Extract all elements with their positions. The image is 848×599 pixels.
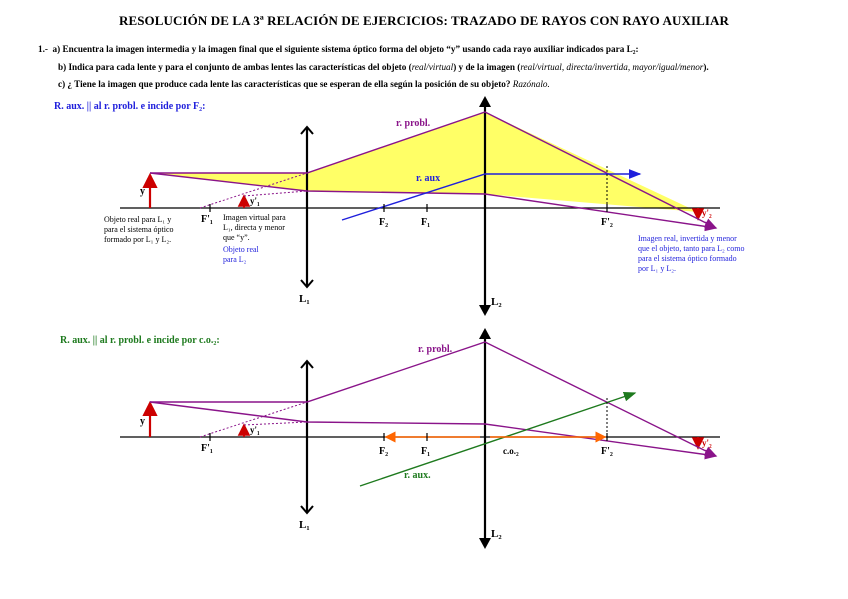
label-f2: F₂ bbox=[379, 217, 389, 228]
note-object-line: Objeto real para L₁ y bbox=[104, 215, 172, 224]
virtual-ray-2 bbox=[244, 422, 307, 425]
note-image1-line: Imagen virtual para bbox=[223, 213, 286, 222]
lens-l2-bottom-icon bbox=[479, 538, 491, 549]
page-title: RESOLUCIÓN DE LA 3ª RELACIÓN DE EJERCICIOS: TRAZADO DE RAYOS CON RAYO AUXILIAR bbox=[118, 13, 730, 28]
object-label: y bbox=[140, 416, 145, 427]
problem-ray-1 bbox=[150, 342, 716, 456]
lens-l1-label: L₁ bbox=[299, 293, 310, 305]
label-f1: F₁ bbox=[421, 217, 431, 228]
object-label: y bbox=[140, 186, 145, 197]
diagram1 bbox=[104, 96, 745, 316]
question-c-text: c) ¿ Tiene la imagen que produce cada lente las características que se esperan de ella según la posición de su objeto? bbox=[58, 79, 511, 89]
note-object2-line: Objeto real bbox=[223, 245, 259, 254]
question-a-text: a) Encuentra la imagen intermedia y la imagen final que el siguiente sistema óptico forma del objeto “y” usando cada rayo auxiliar indicados para L₂: bbox=[52, 44, 639, 54]
label-f1: F₁ bbox=[421, 446, 431, 457]
note-object bbox=[104, 215, 174, 244]
question-b-img: real/virtual, directa/invertida, mayor/igual/menor bbox=[520, 62, 704, 72]
label-f2p: F'₂ bbox=[601, 446, 613, 457]
image2-label: y'₂ bbox=[702, 208, 712, 218]
aux-ray-label: r. aux bbox=[416, 173, 441, 184]
note-image2-line: para el sistema óptico formado bbox=[638, 254, 737, 263]
note-image2-line: que el objeto, tanto para L₂ como bbox=[638, 244, 745, 253]
problem-ray-2 bbox=[150, 402, 716, 456]
lens-l2-bottom-icon bbox=[479, 305, 491, 316]
question-c-italic: Razónalo. bbox=[512, 79, 550, 89]
lens-l2-top-icon bbox=[479, 96, 491, 107]
note-image1-line: que “y”. bbox=[223, 233, 250, 242]
note-object2-line: para L₂ bbox=[223, 255, 247, 264]
label-co2: c.o.₂ bbox=[503, 446, 519, 456]
label-f2p: F'₂ bbox=[601, 217, 613, 228]
note-object-line: formado por L₁ y L₂. bbox=[104, 235, 172, 244]
virtual-ray-2 bbox=[244, 191, 307, 196]
image1-label: y'₁ bbox=[250, 196, 260, 206]
problem-ray-label: r. probl. bbox=[396, 118, 431, 129]
label-f1p: F'₁ bbox=[201, 443, 213, 454]
lens-l2-label: L₂ bbox=[491, 528, 502, 540]
note-image2-line: Imagen real, invertida y menor bbox=[638, 234, 737, 243]
lens-l2-top-icon bbox=[479, 328, 491, 339]
question-b-mid: ) y de la imagen ( bbox=[453, 62, 521, 72]
question-b-suffix: ). bbox=[703, 62, 709, 72]
lens-l1-label: L₁ bbox=[299, 519, 310, 531]
note-object-line: para el sistema óptico bbox=[104, 225, 174, 234]
diagram1-heading: R. aux. || al r. probl. e incide por F₂: bbox=[54, 101, 206, 112]
note-image2 bbox=[638, 234, 745, 273]
aux-ray-label: r. aux. bbox=[404, 470, 431, 481]
question-b-text: b) Indica para cada lente y para el conjunto de ambas lentes las características del objeto ( bbox=[58, 62, 412, 72]
label-f2: F₂ bbox=[379, 446, 389, 457]
diagram2-heading: R. aux. || al r. probl. e incide por c.o.₂: bbox=[60, 335, 220, 346]
note-image2-line: por L₁ y L₂. bbox=[638, 264, 677, 273]
lens-l2-label: L₂ bbox=[491, 296, 502, 308]
label-f1p: F'₁ bbox=[201, 214, 213, 225]
diagram2 bbox=[120, 328, 720, 549]
note-image1 bbox=[223, 213, 286, 264]
problem-ray-label: r. probl. bbox=[418, 344, 453, 355]
question-number: 1.- bbox=[38, 44, 48, 54]
image1-label: y'₁ bbox=[250, 425, 260, 435]
image2-label: y'₂ bbox=[702, 438, 712, 448]
question-b-obj: real/virtual bbox=[411, 62, 454, 72]
note-image1-line: L₁, directa y menor bbox=[223, 223, 285, 232]
